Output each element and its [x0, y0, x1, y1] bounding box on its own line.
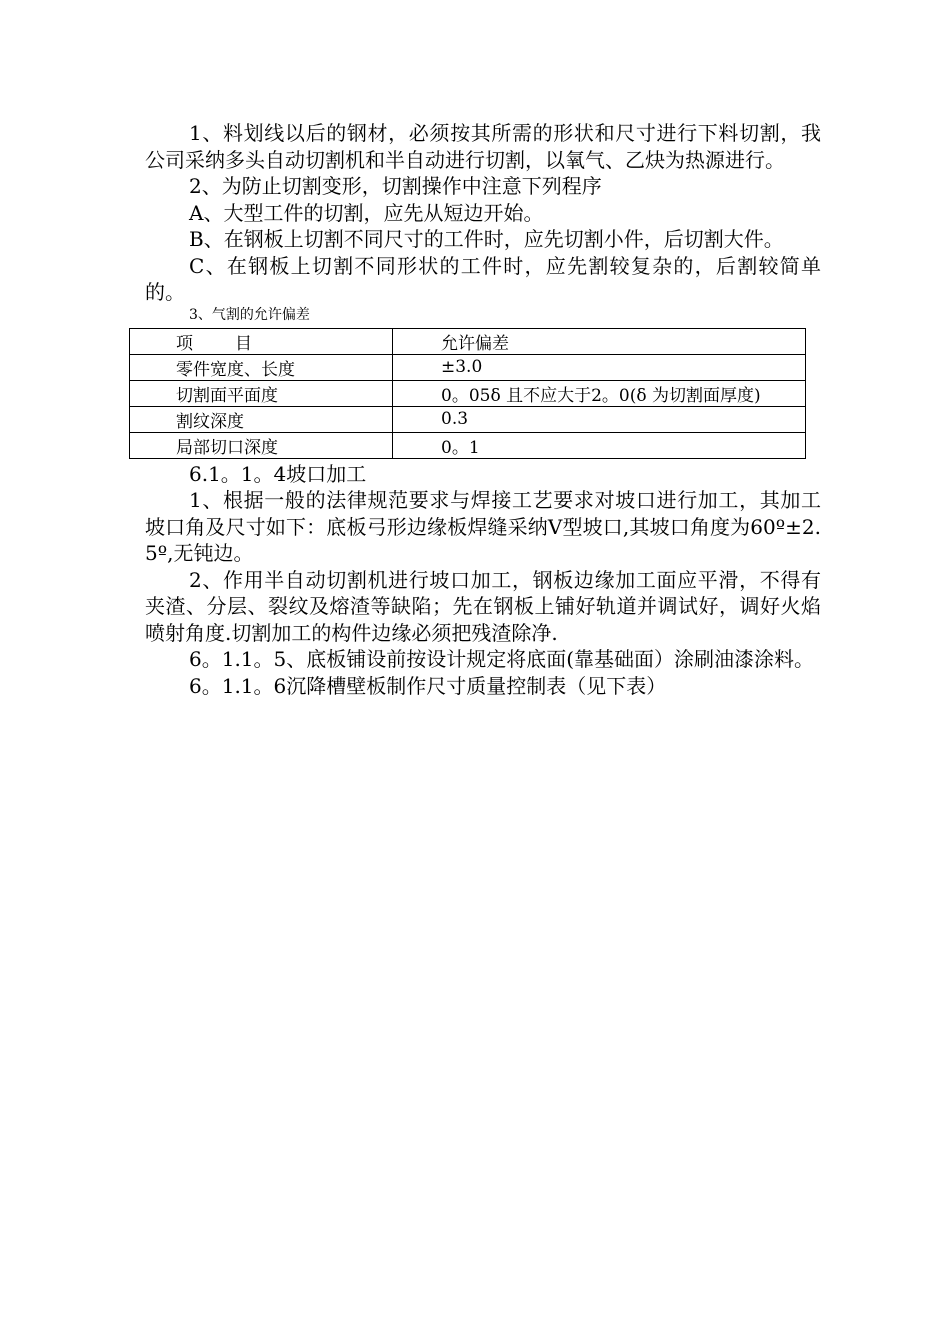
paragraph-rule-a: A、大型工件的切割，应先从短边开始。 [189, 200, 544, 225]
paragraph-rule-b: B、在钢板上切割不同尺寸的工件时，应先切割小件，后切割大件。 [189, 227, 784, 251]
tolerance-table [129, 328, 806, 459]
row-tolerance: 0。1 [393, 432, 806, 458]
row-item: 局部切口深度 [130, 432, 393, 458]
header-item-b: 目 [235, 333, 252, 354]
row-tolerance: 0。05δ 且不应大于2。0(δ 为切割面厚度) [393, 380, 806, 406]
paragraph-cutting-method: 1、料划线以后的钢材，必须按其所需的形状和尺寸进行下料切割，我公司采纳多头自动切割机和半自动进行切割，以氧气、乙炔为热源进行。 [145, 121, 821, 172]
header-item-a: 项 [176, 333, 193, 354]
table-row [130, 380, 806, 406]
paragraph-bevel-process: 2、作用半自动切割机进行坡口加工，钢板边缘加工面应平滑，不得有夹渣、分层、裂纹及熔渣等缺陷；先在钢板上铺好轨道并调试好，调好火焰喷射角度.切割加工的构件边缘必须把残渣除净. [145, 567, 821, 645]
row-tolerance: ±3.0 [393, 354, 806, 380]
table-row [130, 406, 806, 432]
row-item: 割纹深度 [130, 406, 393, 432]
header-item [130, 328, 393, 354]
document-body [145, 120, 821, 699]
header-tolerance: 允许偏差 [393, 328, 806, 354]
paragraph-deformation-prevention: 2、为防止切割变形，切割操作中注意下列程序 [189, 174, 602, 198]
paragraph-rule-c: C、在钢板上切割不同形状的工件时，应先割较复杂的，后割较简单的。 [145, 253, 821, 304]
table-header-row [130, 328, 806, 354]
row-tolerance: 0.3 [393, 406, 806, 432]
section-heading-bevel: 6.1。1。4坡口加工 [189, 461, 367, 486]
row-item: 切割面平面度 [130, 380, 393, 406]
table-caption: 3、气割的允许偏差 [189, 306, 310, 323]
paragraph-bottom-coating: 6。1.1。5、底板铺设前按设计规定将底面(靠基础面）涂刷油漆涂料。 [189, 647, 815, 671]
paragraph-quality-table-ref: 6。1.1。6沉降槽壁板制作尺寸质量控制表（见下表） [189, 673, 667, 698]
table-row [130, 354, 806, 380]
paragraph-bevel-spec: 1、根据一般的法律规范要求与焊接工艺要求对坡口进行加工，其加工坡口角及尺寸如下：底板弓形边缘板焊缝采纳Ⅴ型坡口,其坡口角度为60º±2.5º,无钝边。 [145, 488, 821, 565]
row-item: 零件宽度、长度 [130, 354, 393, 380]
table-row [130, 432, 806, 458]
